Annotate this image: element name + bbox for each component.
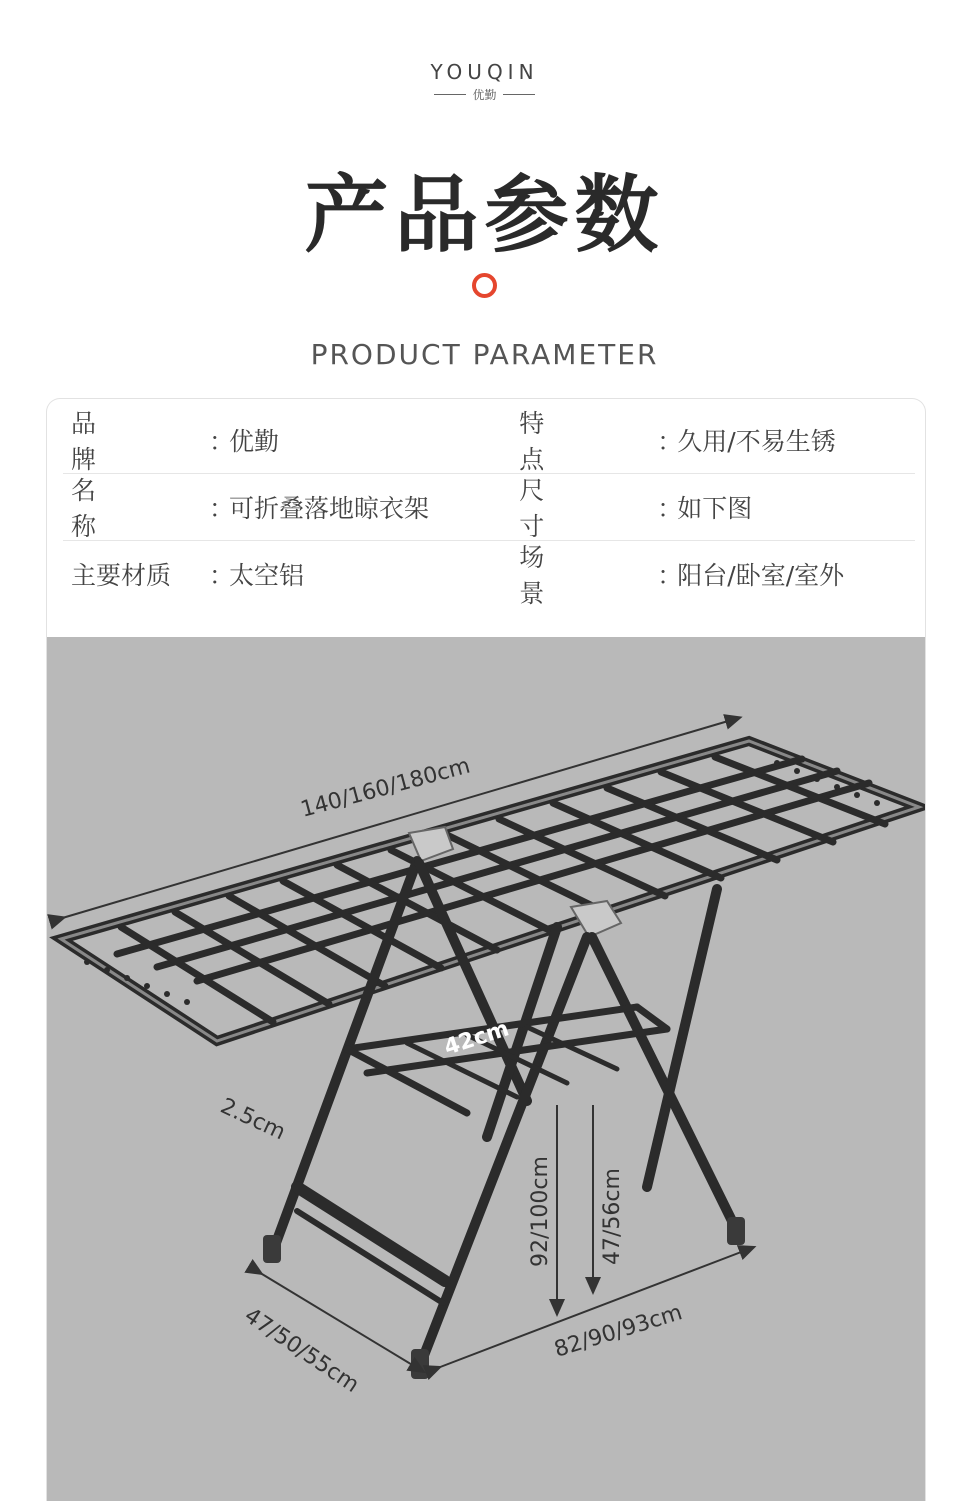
dimension-height-shelf-label: 47/56cm: [600, 1168, 625, 1265]
spec-value: 太空铝: [229, 561, 305, 590]
spec-label: 名称: [71, 476, 159, 541]
spec-label: 品牌: [71, 409, 159, 474]
spec-table: [63, 407, 915, 607]
dimension-base-width-label: 82/90/93cm: [551, 1300, 686, 1363]
spec-colon: ：: [657, 427, 683, 456]
dimension-length-label: 140/160/180cm: [298, 753, 473, 823]
dimension-base-depth-label: 47/50/55cm: [239, 1303, 364, 1398]
dimension-height-total-label: 92/100cm: [528, 1156, 553, 1267]
spec-colon: ：: [657, 494, 683, 523]
spec-label: 尺寸: [519, 476, 607, 541]
spec-cell-feature: [511, 404, 915, 476]
dimension-inner-width-label: 42cm: [441, 1016, 513, 1061]
spec-cell-brand: [63, 404, 511, 476]
spec-value: 阳台/卧室/室外: [677, 561, 845, 590]
spec-label: 场景: [519, 543, 607, 608]
rack-top-frame: [61, 741, 919, 1041]
spec-cell-size: [511, 471, 915, 543]
spec-cell-scene: [511, 538, 915, 610]
brand-name-cn: 优勤: [472, 88, 497, 102]
parameter-panel: [46, 398, 926, 1501]
brand-logo: [0, 60, 969, 103]
brand-subline: [0, 86, 969, 103]
page-title: 产品参数: [304, 166, 665, 264]
spec-colon: ：: [209, 494, 235, 523]
divider: [503, 94, 535, 95]
decorative-ring-icon: [472, 273, 497, 298]
spec-label: 特点: [519, 409, 607, 474]
spec-row: [63, 474, 915, 541]
divider: [434, 94, 466, 95]
product-diagram: [47, 637, 925, 1501]
spec-value: 如下图: [677, 494, 753, 523]
spec-cell-name: [63, 471, 511, 543]
drying-rack-illustration: [47, 637, 925, 1501]
dimension-tube-label: 2.5cm: [216, 1093, 290, 1146]
spec-value: 优勤: [229, 427, 280, 456]
spec-row: [63, 407, 915, 474]
spec-value: 可折叠落地晾衣架: [229, 494, 430, 523]
brand-wordmark: YOUQIN: [430, 60, 539, 84]
spec-cell-material: [63, 556, 511, 592]
rack-feet: [263, 1217, 745, 1379]
spec-label: 主要材质: [71, 561, 172, 590]
page-subtitle: PRODUCT PARAMETER: [310, 338, 659, 371]
spec-value: 久用/不易生锈: [677, 427, 836, 456]
spec-row: [63, 541, 915, 607]
spec-colon: ：: [209, 561, 235, 590]
spec-colon: ：: [657, 561, 683, 590]
spec-colon: ：: [209, 427, 235, 456]
